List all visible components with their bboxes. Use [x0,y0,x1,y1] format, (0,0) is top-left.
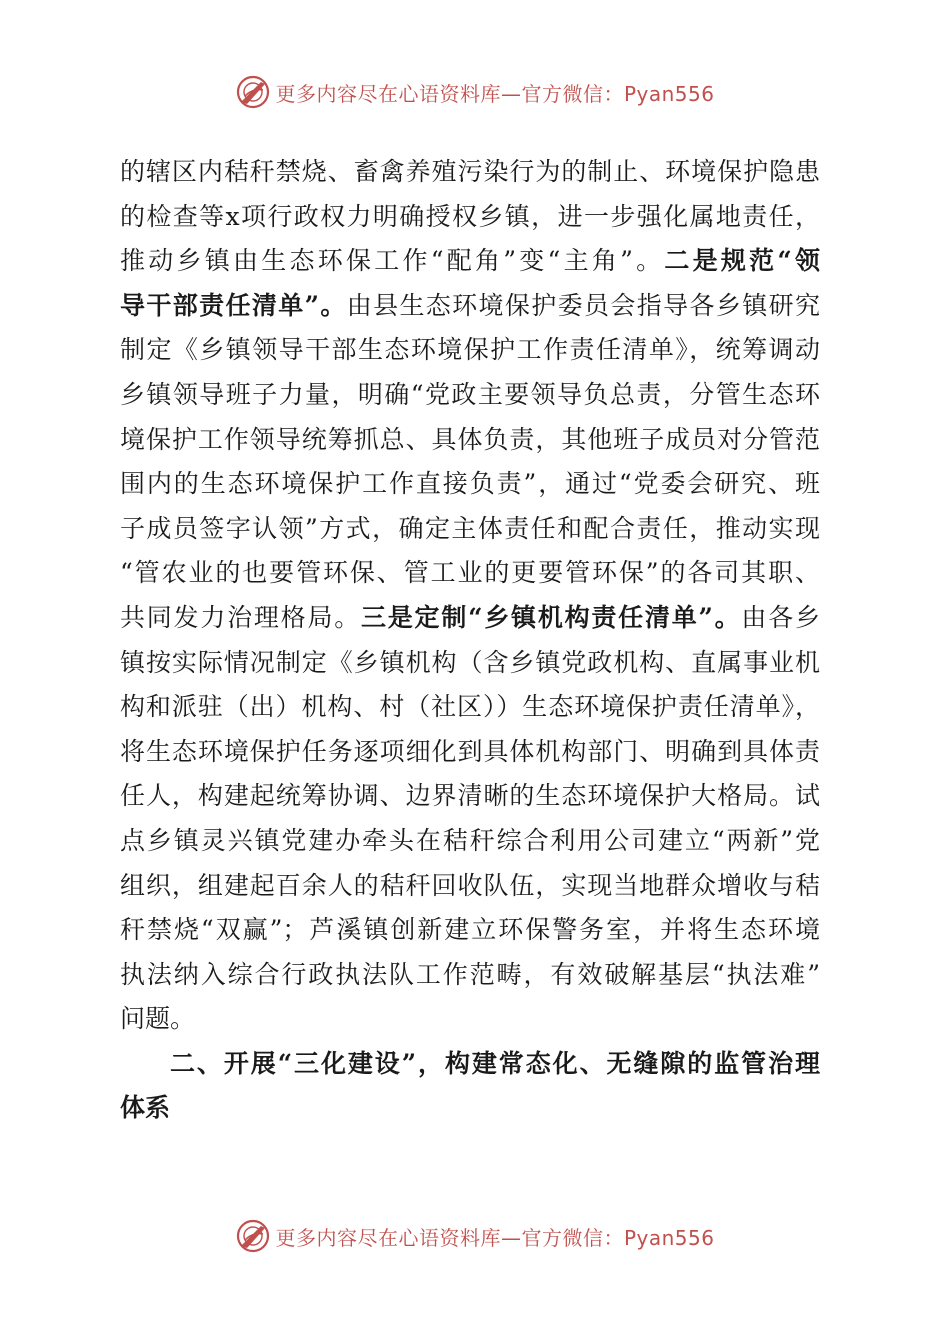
text-segment: 镇按实际情况制定《乡镇机构（含乡镇党政机构、直属事业机 [120,647,820,677]
text-segment: 组织，组建起百余人的秸秆回收队伍，实现当地群众增收与秸 [120,870,820,900]
text-segment: 子成员签字认领”方式，确定主体责任和配合责任，推动实现 [120,513,820,543]
text-segment: 乡镇领导班子力量，明确“党政主要领导负总责，分管生态环 [120,379,820,409]
text-line [120,373,820,418]
text-line [120,328,820,373]
text-line [120,864,820,909]
text-line [120,774,820,819]
text-line [120,819,820,864]
text-line [120,195,820,240]
text-line [120,462,820,507]
text-segment: 任人，构建起统筹协调、边界清晰的生态环境保护大格局。试 [120,781,820,811]
text-line [120,150,820,195]
text-line [120,418,820,463]
text-line [120,507,820,552]
text-segment: 的检查等x项行政权力明确授权乡镇，进一步强化属地责任， [120,201,820,231]
bold-text-segment: 二、开展“三化建设”，构建常态化、无缝隙的监管治理 [170,1048,820,1078]
text-line [120,730,820,775]
document-body [120,150,820,1131]
text-line [120,685,820,730]
text-line [120,1042,820,1087]
text-segment: 执法纳入综合行政执法队工作范畴，有效破解基层“执法难” [120,959,820,989]
text-segment: 由各乡 [741,602,820,632]
text-segment: 推动乡镇由生态环保工作“配角”变“主角”。 [120,246,665,276]
text-segment: 由县生态环境保护委员会指导各乡镇研究 [346,290,820,320]
text-line [120,1086,820,1131]
watermark-logo-icon [235,74,271,110]
text-line [120,596,820,641]
text-segment: 秆禁烧“双赢”；芦溪镇创新建立环保警务室，并将生态环境 [120,915,820,945]
watermark-logo-icon [235,1218,271,1254]
text-line [120,551,820,596]
watermark-banner-bottom [0,1216,950,1256]
bold-text-segment: 三是定制“乡镇机构责任清单”。 [361,602,742,632]
text-line [120,908,820,953]
text-segment: 共同发力治理格局。 [120,602,361,632]
text-segment: 点乡镇灵兴镇党建办牵头在秸秆综合利用公司建立“两新”党 [120,825,820,855]
bold-text-segment: 体系 [120,1093,171,1123]
text-line [120,953,820,998]
text-segment: 的辖区内秸秆禁烧、畜禽养殖污染行为的制止、环境保护隐患 [120,157,820,186]
bold-text-segment: 导干部责任清单”。 [120,290,347,320]
text-segment: 构和派驻（出）机构、村（社区））生态环境保护责任清单》， [120,692,820,722]
text-line [120,284,820,329]
text-segment: 将生态环境保护任务逐项细化到具体机构部门、明确到具体责 [120,736,820,766]
watermark-text-top: 更多内容尽在心语资料库—官方微信：Pyan556 [275,81,715,106]
text-segment: 境保护工作领导统筹抓总、具体负责，其他班子成员对分管范 [120,424,820,454]
text-segment: 围内的生态环境保护工作直接负责”，通过“党委会研究、班 [120,469,820,499]
watermark-text-bottom: 更多内容尽在心语资料库—官方微信：Pyan556 [275,1225,715,1250]
bold-text-segment: 二是规范“领 [664,246,821,276]
text-line [120,641,820,686]
text-segment: 制定《乡镇领导干部生态环境保护工作责任清单》，统筹调动 [120,335,820,365]
text-line [120,997,820,1042]
text-segment: 问题。 [120,1004,196,1034]
watermark-banner-top [0,72,950,112]
text-line [120,239,820,284]
text-segment: “管农业的也要管环保、管工业的更要管环保”的各司其职、 [120,558,820,588]
